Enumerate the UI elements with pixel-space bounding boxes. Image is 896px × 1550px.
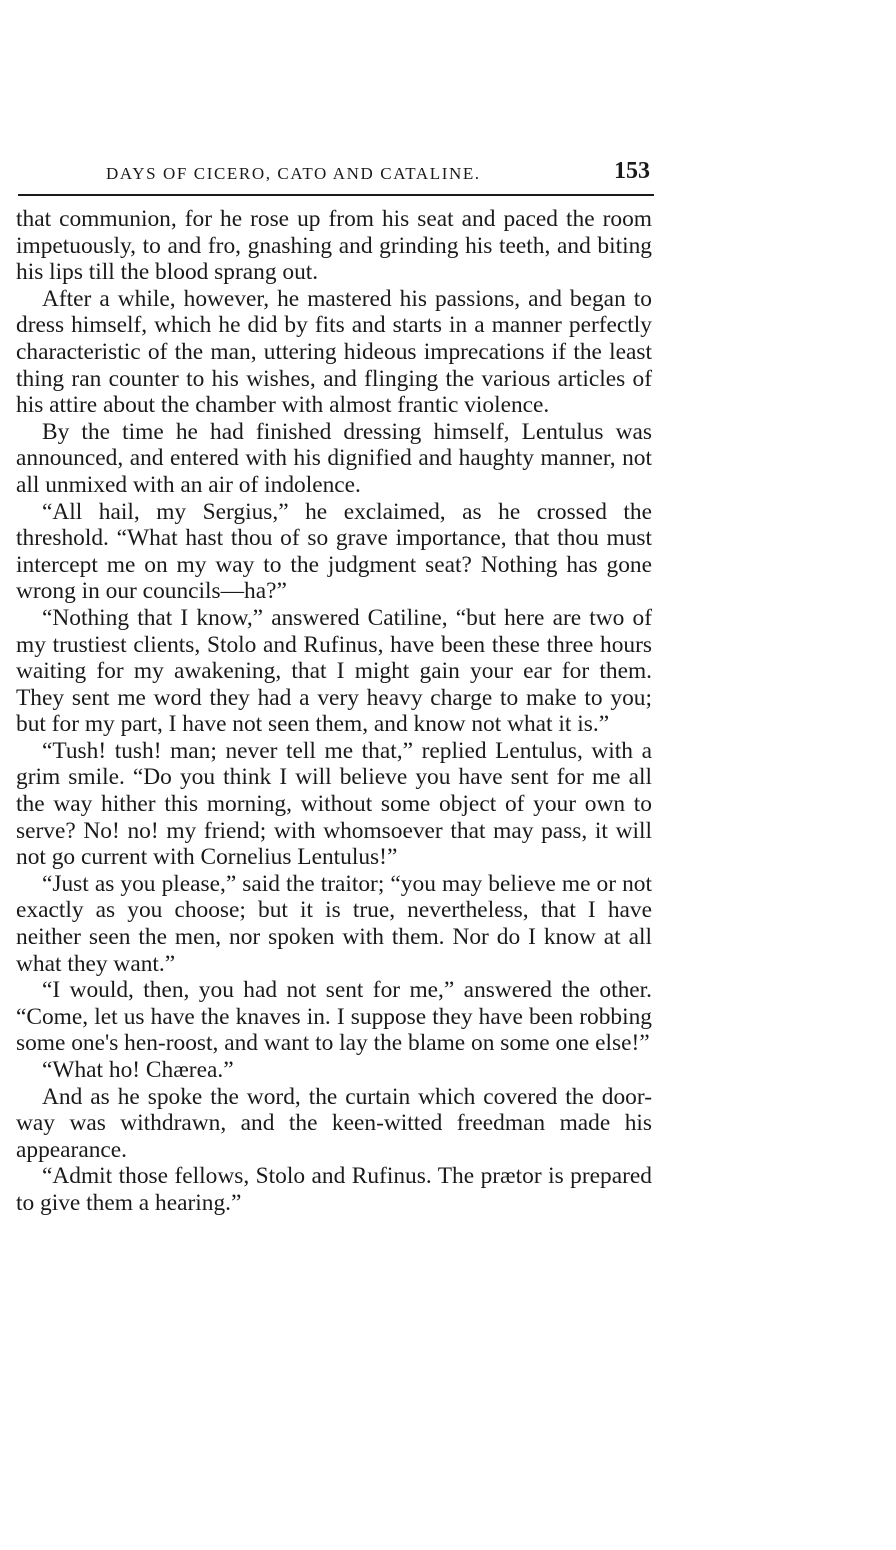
- paragraph: By the time he had finished dressing himself, Lentulus was announced, and entered with his dignified and haughty manner, not all unmixed with an air of indolence.: [16, 418, 652, 498]
- paragraph: And as he spoke the word, the curtain which covered the door-way was withdrawn, and the keen-witted freedman made his appearance.: [16, 1083, 652, 1163]
- paragraph: After a while, however, he mastered his passions, and began to dress himself, which he did by fits and starts in a manner perfectly characteristic of the man, uttering hideous imprecations if the least thing ran counter to his wishes, and flinging the various articles of his attire about the chamber with almost frantic violence.: [16, 285, 652, 419]
- running-head: [16, 158, 656, 190]
- page-number: 153: [614, 158, 650, 184]
- paragraph: “Admit those fellows, Stolo and Rufinus. The prætor is prepared to give them a hearing.”: [16, 1163, 652, 1216]
- paragraph: “What ho! Chærea.”: [42, 1057, 234, 1083]
- running-title: DAYS OF CICERO, CATO AND CATALINE.: [106, 164, 481, 183]
- body-text: [16, 206, 652, 1217]
- paragraph: that communion, for he rose up from his seat and paced the room impetuously, to and fro, gnashing and grinding his teeth, and biting his lips till the blood sprang out.: [16, 206, 652, 286]
- paragraph: “I would, then, you had not sent for me,” answered the other. “Come, let us have the knaves in. I suppose they have been robbing some one's hen-roost, and want to lay the blame on some one else!”: [16, 977, 652, 1057]
- paragraph: “Just as you please,” said the traitor; “you may believe me or not exactly as you choose; but it is true, nevertheless, that I have neither seen the men, nor spoken with them. Nor do I know at all what they want.”: [16, 870, 652, 977]
- paragraph: “Tush! tush! man; never tell me that,” replied Lentulus, with a grim smile. “Do you think I will believe you have sent for me all the way hither this morning, without some object of your own to serve? No! no! my friend; with whomsoever that may pass, it will not go current with Cornelius Lentulus!”: [16, 737, 652, 871]
- paragraph: “Nothing that I know,” answered Catiline, “but here are two of my trustiest clients, Stolo and Rufinus, have been these three hours waiting for my awakening, that I might gain your ear for them. They sent me word they had a very heavy charge to make to you; but for my part, I have not seen them, and know not what it is.”: [16, 604, 652, 738]
- header-rule: [18, 194, 654, 196]
- paragraph: “All hail, my Sergius,” he exclaimed, as he crossed the threshold. “What hast thou of so grave importance, that thou must intercept me on my way to the judgment seat? Nothing has gone wrong in our councils—ha?”: [16, 498, 652, 605]
